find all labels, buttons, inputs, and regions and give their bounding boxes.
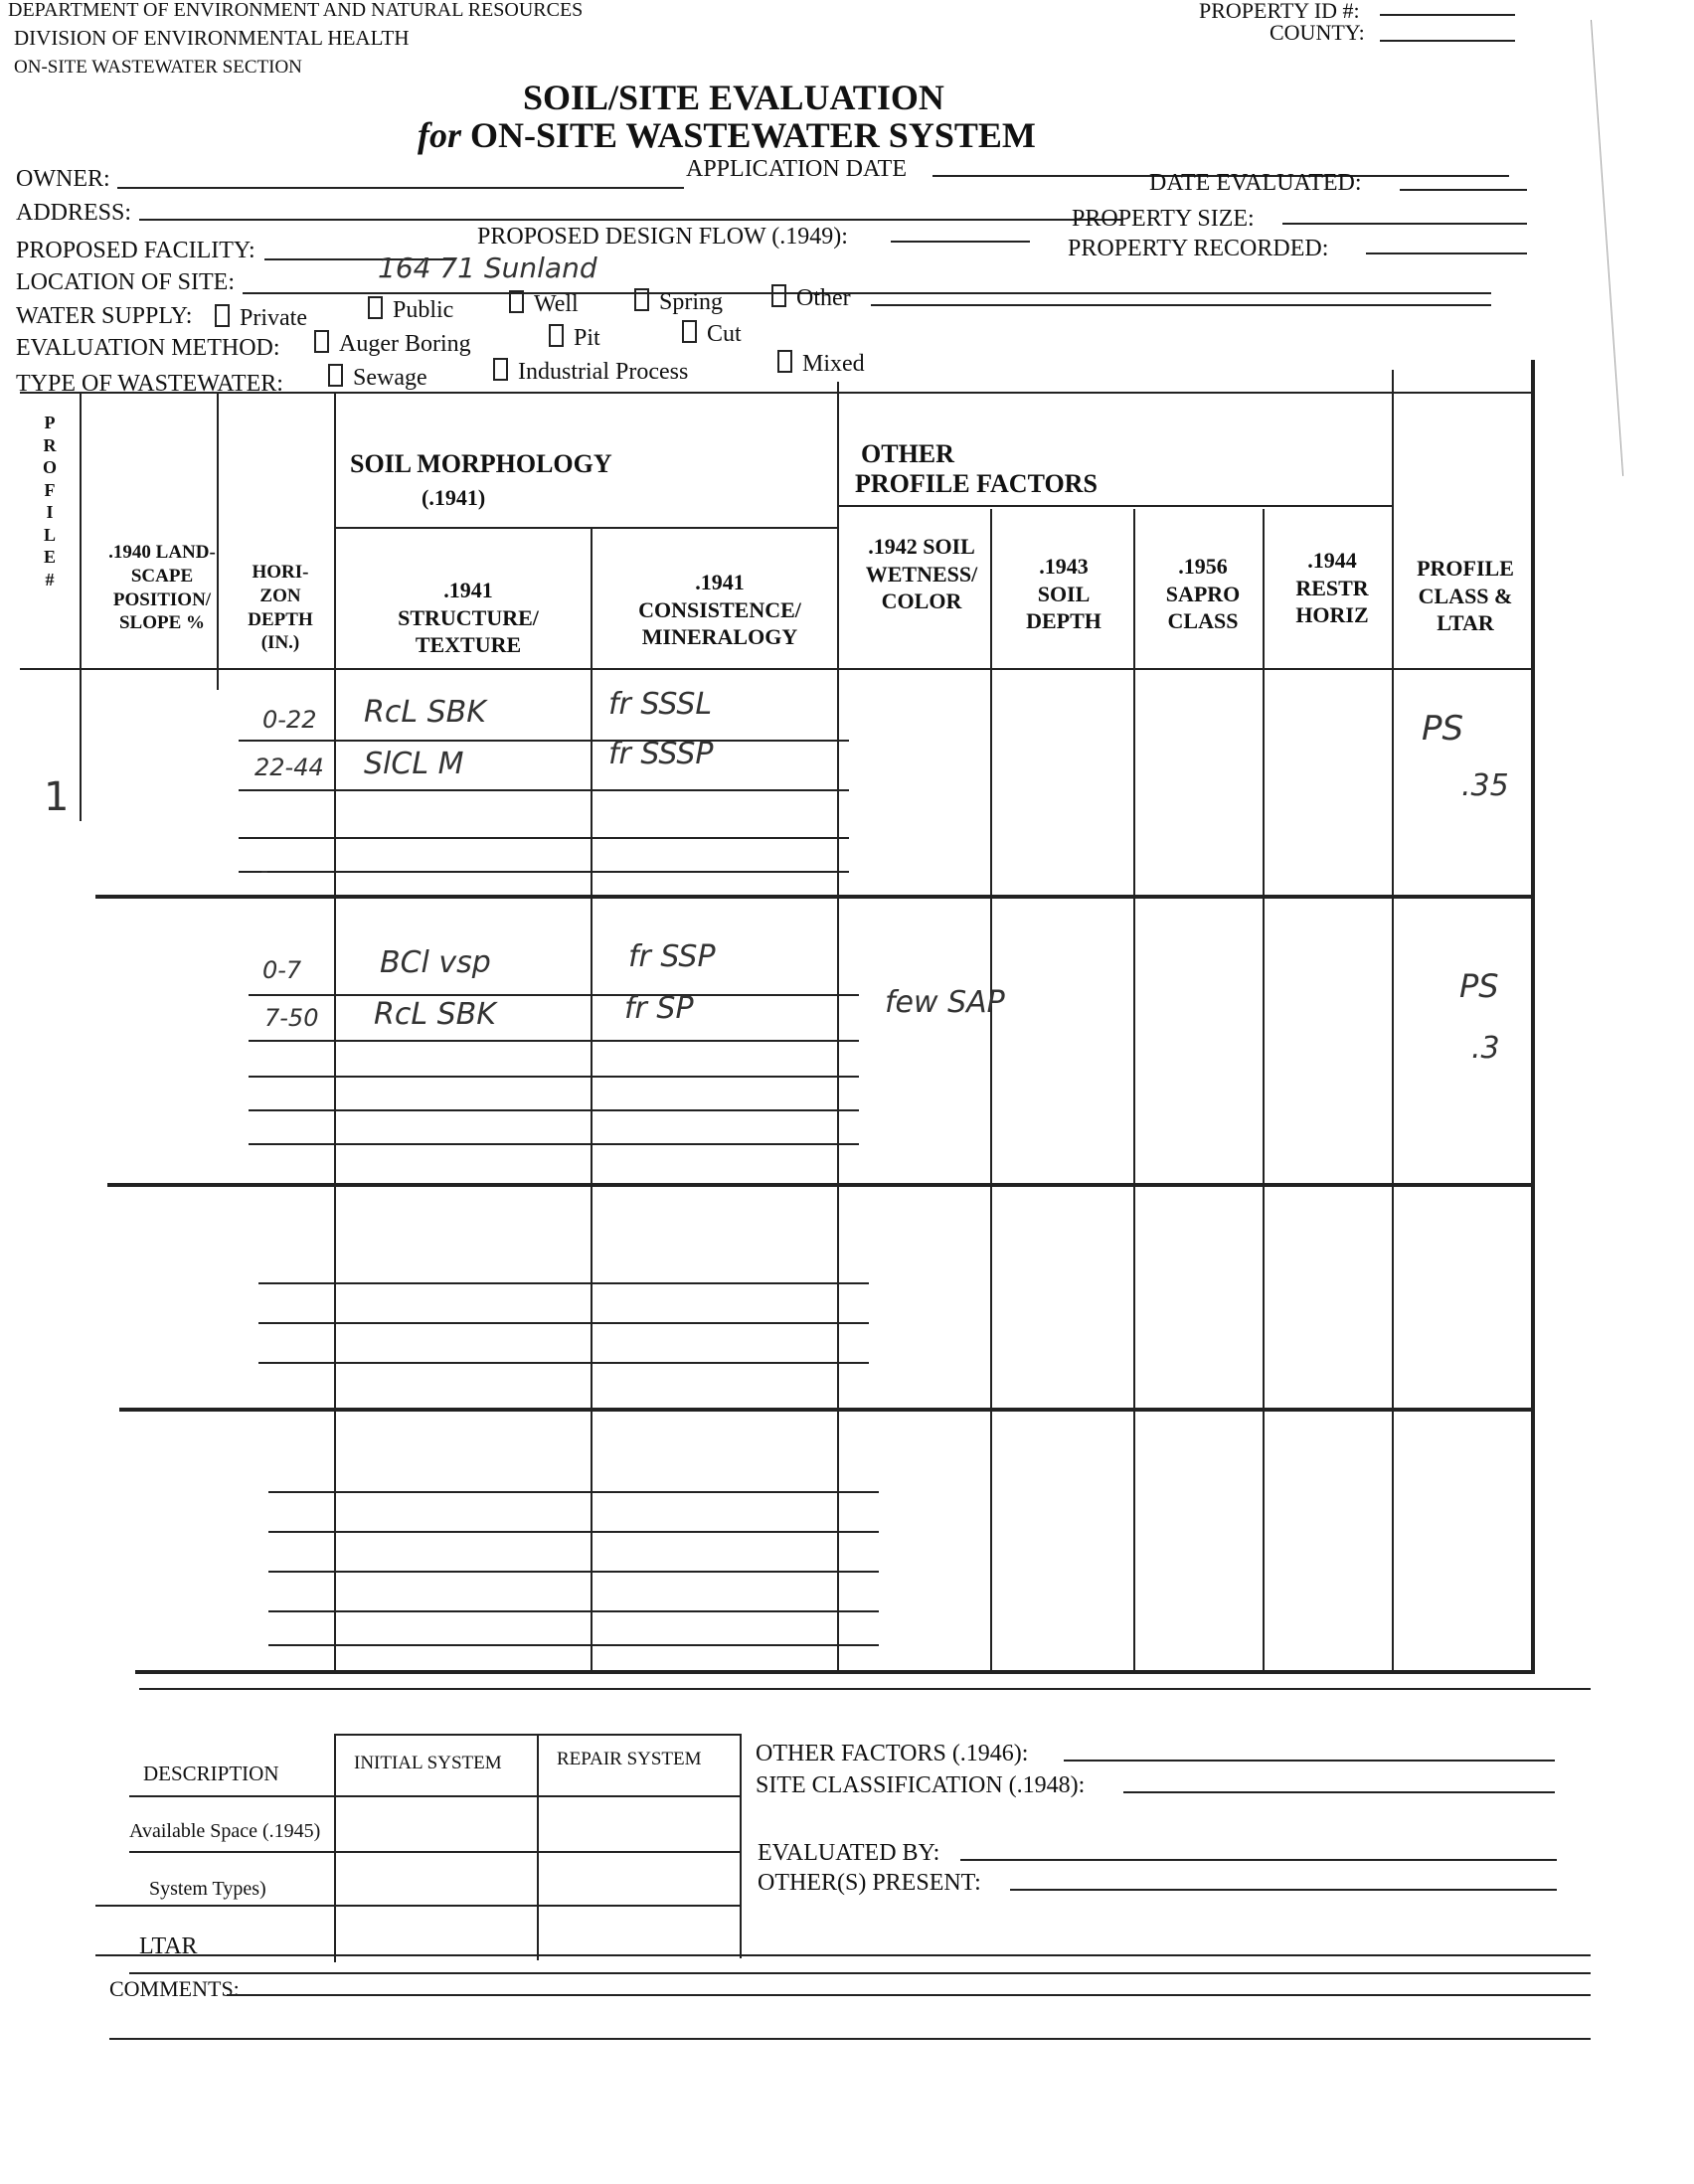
profile-1-bottom [95,895,1533,899]
profile-1-number: 1 [44,774,70,820]
p2-ltar: .3 [1471,1031,1500,1066]
ltar-label: LTAR [139,1933,198,1959]
summary-row-2 [129,1851,740,1853]
soil-depth-header: .1943 SOIL DEPTH [1026,554,1101,633]
p3-row-line-3 [258,1362,869,1364]
comments-label: COMMENTS: [109,1976,240,2001]
system-types-label: System Types) [149,1878,266,1900]
horizon-depth-header: HORI- ZON DEPTH (IN.) [248,562,313,654]
soil-morph-divider [334,527,837,529]
owner-label: OWNER: [16,166,110,192]
p2-row-line-4 [249,1109,859,1111]
p2-profile-class: PS [1459,967,1499,1005]
form-subtitle-system: ON-SITE WASTEWATER SYSTEM [470,115,1036,155]
sewage-label: Sewage [353,365,427,391]
water-supply-label: WATER SUPPLY: [16,303,193,329]
method-option-auger [314,330,471,356]
profile-class-ltar-header: PROFILE CLASS & LTAR [1417,556,1514,635]
address-line [139,219,1123,221]
wastewater-option-sewage [328,364,427,390]
col-line-3 [334,392,336,1670]
col-line-5 [837,382,839,1670]
p2-row-line-5 [249,1143,859,1145]
date-evaluated-label: DATE EVALUATED: [1149,170,1362,196]
table-right-line [1531,360,1535,1672]
method-option-pit [549,324,600,350]
well-label: Well [534,291,579,317]
restr-horiz-header: .1944 RESTR HORIZ [1295,548,1369,627]
description-label: DESCRIPTION [143,1762,279,1785]
address-label: ADDRESS: [16,200,132,226]
p2-r2-consistence: fr SP [624,991,694,1026]
structure-texture-header: .1941 STRUCTURE/ TEXTURE [398,578,539,657]
site-classification-label: SITE CLASSIFICATION (.1948): [756,1772,1086,1798]
location-label: LOCATION OF SITE: [16,269,235,295]
department-label: DEPARTMENT OF ENVIRONMENT AND NATURAL RESOURCES [8,0,584,21]
public-label: Public [393,297,454,323]
property-size-line [1282,223,1527,225]
landscape-header: .1940 LAND- SCAPE POSITION/ SLOPE % [108,542,216,634]
private-checkbox[interactable] [215,304,230,327]
summary-col-3 [740,1734,742,1958]
summary-header-top [334,1734,740,1736]
form-subtitle [418,117,1036,153]
others-present-line [1010,1889,1557,1891]
col-line-6 [990,509,992,1670]
table-bottom-line [135,1670,1535,1674]
industrial-label: Industrial Process [518,359,689,385]
property-id-label: PROPERTY ID #: [1199,0,1360,23]
p1-r4-depth: - [260,859,268,884]
col-line-1 [80,394,82,821]
other-factors-label: OTHER FACTORS (.1946): [756,1741,1029,1766]
spring-checkbox[interactable] [634,288,649,311]
initial-system-label: INITIAL SYSTEM [354,1753,502,1773]
comments-line-2 [109,2038,1591,2040]
soil-morphology-code: (.1941) [422,485,486,510]
well-checkbox[interactable] [509,290,524,313]
p2-row-line-2 [249,1040,859,1042]
evaluated-by-label: EVALUATED BY: [758,1840,940,1866]
other-checkbox[interactable] [771,284,786,307]
p4-row-line-2 [268,1531,879,1533]
p1-row-line-3 [239,837,849,839]
county-line [1380,40,1515,42]
design-flow-line [891,241,1030,243]
summary-top-line [139,1688,1591,1690]
p2-r1-depth: 0-7 [262,956,302,984]
private-label: Private [240,305,307,331]
p1-r1-structure: RcL SBK [364,695,486,730]
county-label: COUNTY: [1270,20,1365,45]
p1-r1-consistence: fr SSSL [608,687,713,722]
p1-r2-depth: 22-44 [254,754,324,781]
col-line-8 [1263,509,1265,1670]
p4-row-line-5 [268,1644,879,1646]
water-option-private [215,304,307,330]
industrial-checkbox[interactable] [493,358,508,381]
soil-morphology-header: SOIL MORPHOLOGY [350,449,612,478]
p1-row-line-1 [239,740,849,742]
p1-row-line-2 [239,789,849,791]
public-checkbox[interactable] [368,296,383,319]
available-space-label: Available Space (.1945) [129,1820,321,1842]
wastewater-option-industrial [493,358,688,384]
water-option-other [771,284,851,310]
summary-row-1 [129,1795,740,1797]
location-handwritten: 164 71 Sunland [378,252,597,284]
p2-r2-wetness: few SAP [885,985,1005,1020]
section-label: ON-SITE WASTEWATER SECTION [14,57,302,78]
soil-wetness-header: .1942 SOIL WETNESS/ COLOR [865,534,978,613]
p4-row-line-1 [268,1491,879,1493]
date-evaluated-line [1400,189,1527,191]
scan-edge-line [1591,20,1623,476]
property-recorded-label: PROPERTY RECORDED: [1068,236,1329,261]
wastewater-option-mixed [777,350,865,376]
spring-label: Spring [659,289,724,315]
other-header: OTHER [861,439,954,468]
property-id-line [1380,14,1515,16]
mixed-label: Mixed [802,351,865,377]
method-option-cut [682,320,742,346]
pit-label: Pit [574,325,600,351]
p4-row-line-3 [268,1571,879,1573]
col-line-2 [217,392,219,690]
evaluation-method-label: EVALUATION METHOD: [16,335,280,361]
repair-system-label: REPAIR SYSTEM [557,1749,702,1769]
cut-label: Cut [707,321,742,347]
p1-r2-structure: SlCL M [364,747,464,781]
mixed-checkbox[interactable] [777,350,792,373]
p4-row-line-4 [268,1610,879,1612]
profile-factors-header: PROFILE FACTORS [855,469,1098,498]
p2-r1-structure: BCl vsp [380,945,491,980]
summary-row-4 [95,1954,1591,1956]
auger-label: Auger Boring [339,331,471,357]
p2-r2-depth: 7-50 [264,1004,319,1032]
owner-line [117,187,684,189]
col-line-7 [1133,509,1135,1670]
water-option-well [509,290,579,316]
auger-checkbox[interactable] [314,330,329,353]
p2-r2-structure: RcL SBK [374,997,496,1032]
property-size-label: PROPERTY SIZE: [1072,206,1255,232]
p3-row-line-2 [258,1322,869,1324]
sewage-checkbox[interactable] [328,364,343,387]
other-label: Other [796,285,851,311]
profile-2-bottom [107,1183,1533,1187]
application-date-label: APPLICATION DATE [686,156,907,182]
profile-number-header: P R O F I L E # [42,413,57,589]
comments-line [227,1994,1591,1996]
p2-r1-consistence: fr SSP [628,939,716,974]
water-option-spring [634,288,723,314]
property-recorded-line [1366,252,1527,254]
pit-checkbox[interactable] [549,324,564,347]
other-water-line [871,304,1491,306]
p1-r2-consistence: fr SSSP [608,737,714,771]
col-line-9 [1392,370,1394,1670]
p1-row-line-4 [239,871,849,873]
cut-checkbox[interactable] [682,320,697,343]
other-factors-line [1064,1760,1555,1762]
division-label: DIVISION OF ENVIRONMENTAL HEALTH [14,26,410,50]
p1-profile-class: PS [1422,709,1464,749]
consistence-mineralogy-header: .1941 CONSISTENCE/ MINERALOGY [638,570,801,649]
p1-ltar: .35 [1461,768,1509,803]
site-classification-line [1123,1791,1555,1793]
form-subtitle-for: for [418,115,461,155]
summary-row-5 [129,1972,1591,1974]
summary-col-2 [537,1734,539,1960]
p2-row-line-1 [249,994,859,996]
col-line-4 [591,527,593,1670]
summary-col-1 [334,1734,336,1962]
form-title: SOIL/SITE EVALUATION [523,78,944,117]
p2-row-line-3 [249,1076,859,1078]
design-flow-label: PROPOSED DESIGN FLOW (.1949): [477,224,848,250]
location-line [243,292,1491,294]
header-bottom-line [20,668,1533,670]
wastewater-type-label: TYPE OF WASTEWATER: [16,371,283,397]
p3-row-line-1 [258,1282,869,1284]
evaluated-by-line [960,1859,1557,1861]
summary-row-3 [95,1905,740,1907]
sapro-class-header: .1956 SAPRO CLASS [1165,554,1241,633]
water-option-public [368,296,453,322]
p1-r1-depth: 0-22 [262,706,317,734]
others-present-label: OTHER(S) PRESENT: [758,1870,981,1896]
profile-3-bottom [119,1408,1533,1412]
proposed-facility-label: PROPOSED FACILITY: [16,238,255,263]
profile-factors-divider [837,505,1392,507]
